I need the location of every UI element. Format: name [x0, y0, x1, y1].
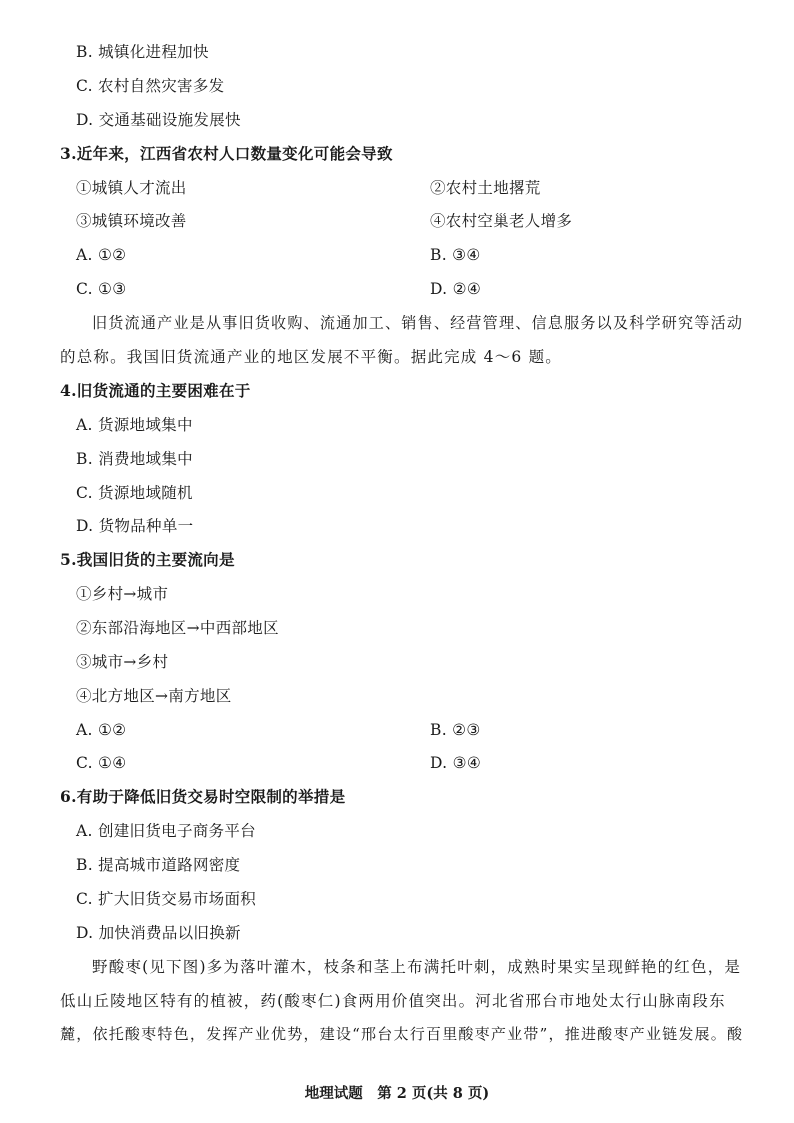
q5-item-4: ④北方地区→南方地区 — [76, 687, 232, 705]
q3-stem: 3.近年来，江西省农村人口数量变化可能会导致 — [60, 144, 393, 163]
q4-stem: 4.旧货流通的主要困难在于 — [60, 381, 251, 400]
q3-item-2: ②农村土地撂荒 — [430, 179, 541, 197]
q5-item-2: ②东部沿海地区→中西部地区 — [76, 619, 279, 637]
q5-option-a: A. ①② — [76, 721, 127, 739]
q6-stem: 6.有助于降低旧货交易时空限制的举措是 — [60, 787, 346, 806]
q5-option-d: D. ③④ — [430, 754, 482, 772]
q6-option-c: C. 扩大旧货交易市场面积 — [76, 890, 257, 908]
q6-option-d: D. 加快消费品以旧换新 — [76, 924, 241, 942]
q2-option-d: D. 交通基础设施发展快 — [76, 111, 241, 129]
q3-item-4: ④农村空巢老人增多 — [430, 212, 573, 230]
q2-option-c: C. 农村自然灾害多发 — [76, 77, 225, 95]
passage2-line-1: 野酸枣(见下图)多为落叶灌木，枝条和茎上布满托叶刺，成熟时果实呈现鲜艳的红色，是 — [92, 958, 742, 976]
q3-option-c: C. ①③ — [76, 280, 127, 298]
q5-option-b: B. ②③ — [430, 721, 481, 739]
q5-item-1: ①乡村→城市 — [76, 585, 169, 603]
q6-option-b: B. 提高城市道路网密度 — [76, 856, 241, 874]
q5-option-c: C. ①④ — [76, 754, 127, 772]
q3-item-1: ①城镇人才流出 — [76, 179, 187, 197]
q5-stem: 5.我国旧货的主要流向是 — [60, 550, 235, 569]
q6-option-a: A. 创建旧货电子商务平台 — [76, 822, 256, 840]
passage1-line-1: 旧货流通产业是从事旧货收购、流通加工、销售、经营管理、信息服务以及科学研究等活动 — [92, 314, 744, 332]
q2-option-b: B. 城镇化进程加快 — [76, 43, 209, 61]
q5-item-3: ③城市→乡村 — [76, 653, 169, 671]
q4-option-b: B. 消费地域集中 — [76, 450, 193, 468]
passage1-line-2: 的总称。我国旧货流通产业的地区发展不平衡。据此完成 4～6 题。 — [60, 348, 562, 366]
passage2-line-2: 低山丘陵地区特有的植被，药(酸枣仁)食两用价值突出。河北省邢台市地处太行山脉南段东 — [60, 992, 726, 1010]
q4-option-c: C. 货源地域随机 — [76, 484, 193, 502]
q3-item-3: ③城镇环境改善 — [76, 212, 187, 230]
q3-option-d: D. ②④ — [430, 280, 482, 298]
q3-option-b: B. ③④ — [430, 246, 481, 264]
passage2-line-3: 麓，依托酸枣特色，发挥产业优势，建设“邢台太行百里酸枣产业带”，推进酸枣产业链发展。酸 — [60, 1025, 744, 1043]
q3-option-a: A. ①② — [76, 246, 127, 264]
q4-option-d: D. 货物品种单一 — [76, 517, 194, 535]
page-footer: 地理试题 第 2 页(共 8 页) — [304, 1085, 490, 1102]
q4-option-a: A. 货源地域集中 — [76, 416, 193, 434]
